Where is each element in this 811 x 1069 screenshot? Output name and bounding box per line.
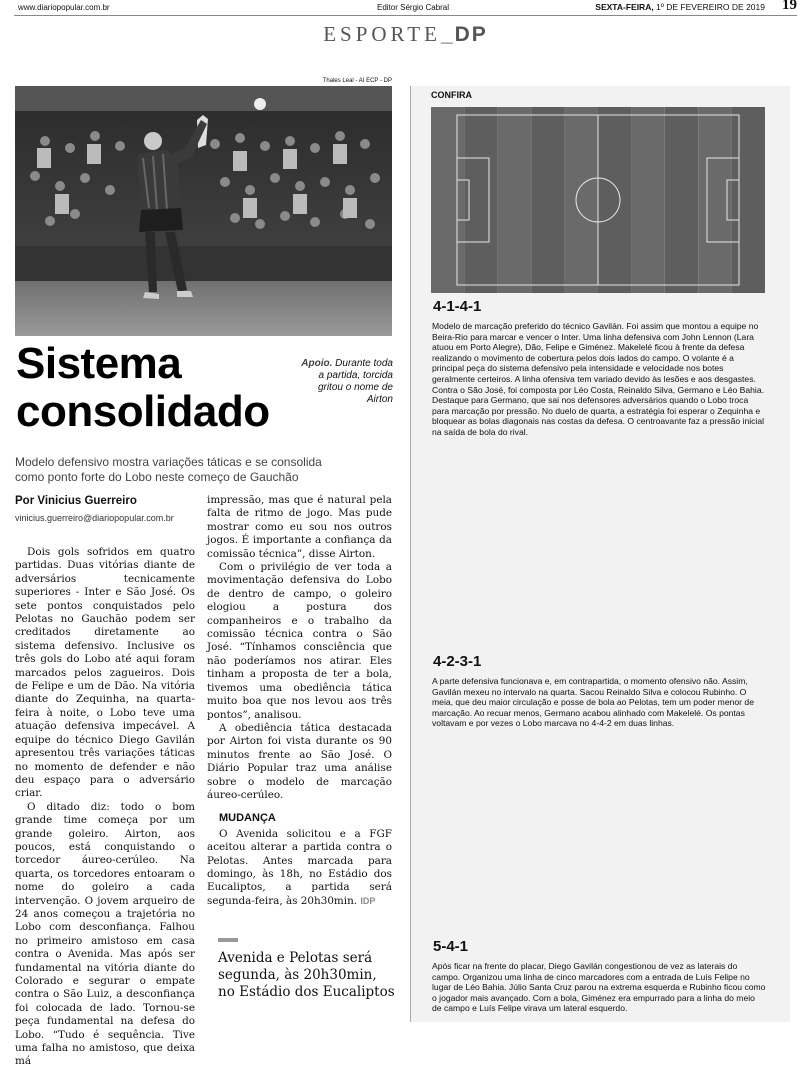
article-photo	[15, 86, 392, 336]
photo-caption: Apoio. Durante toda a partida, torcida gritou o nome de Airton	[301, 358, 393, 405]
issue-date: SEXTA-FEIRA, 1º DE FEVEREIRO DE 2019	[595, 2, 765, 12]
subheading-mudanca: MUDANÇA	[219, 812, 276, 825]
paragraph: Dois gols sofridos em quatro partidas. Duas vitórias diante de adversários tecnicamente superiores - Inter e São José. Os sete pontos conquistados pelo Pelotas no Gauchão podem ser creditados diretamente ao sistema defensivo. Inclusive os três gols do Lobo até aqui foram marcados pelos zagueiros. Dois de Felipe e um de Dão. Na vitória diante do Zequinha, na quarta-feira à noite, o Lobo teve uma atuação defensiva impecável. A equipe do técnico Diego Gavilán apresentou três variações táticas no momento de defender e não deu espaço para o adversário criar.	[15, 546, 195, 800]
quote-bar	[218, 938, 238, 942]
page-number: 19	[782, 0, 797, 13]
formation-description: Modelo de marcação preferido do técnico Gavilán. Foi assim que montou a equipe no Beira-Rio para marcar e vencer o Inter. Uma linha defensiva com John Lennon (Lara atuou em Porto Alegre), Dão, Felipe e Giménez. Makelelé ficou à frente da defesa realizando o movimento de cobertura pelos dois lados do campo. O volante é a principal peça do sistema defensivo pela intensidade e velocidade nos botes geralmente certeiros. A linha ofensiva tem variado devido às lesões e aos desgastes. Contra o São José, foi composta por Léo Costa, Reinaldo Silva, Germano e Léo Bahia. Destaque para Germano, que sai nos defensores adversários quando o Lobo troca para marcação por pressão. No duelo de quarta, a estratégia foi esperar o Zequinha e bloquear as bolas diagonais nas costas da defesa. O centroavante faz a pressão inicial na saída de bola do rival.	[432, 321, 765, 437]
formation-title: 4-1-4-1	[433, 298, 482, 315]
dp-signature: IDP	[360, 895, 376, 906]
article-column-1	[15, 546, 195, 1069]
author-email[interactable]: vinicius.guerreiro@diariopopular.com.br	[15, 513, 174, 523]
paragraph: A obediência tática destacada por Airton foi vista durante os 90 minutos frente ao São José. O Diário Popular traz uma análise sobre o modelo de marcação áureo-cerúleo.	[207, 721, 392, 801]
confira-title: CONFIRA	[431, 90, 472, 100]
formation-pitch-3	[431, 744, 765, 934]
paragraph: O ditado diz: todo o bom grande time começa por um grande goleiro. Airton, aos poucos, está conquistando o torcedor áureo-cerúleo. Na quarta, os torcedores entoaram o nome do goleiro a cada intervenção. O jovem arqueiro de 24 anos começou a trajetória no Lobo com desconfiança. Falhou no primeiro amistoso em casa contra o Avenida. Mas após ser fundamental na vitória diante do Colorado e segurar o empate contra o São Luiz, a desconfiança foi colocada de lado. Tornou-se peça fundamental na defesa do Lobo. “Tudo é sequência. Tive uma falha no amistoso, que deixa má	[15, 800, 195, 1068]
section-title: ESPORTE_DP	[323, 22, 488, 46]
quote-text: Avenida e Pelotas será segunda, às 20h30min, no Estádio dos Eucaliptos	[218, 950, 395, 1000]
site-url[interactable]: www.diariopopular.com.br	[18, 3, 110, 12]
pull-quote	[218, 938, 396, 1001]
article-headline: Sistema consolidado	[16, 339, 270, 436]
paragraph: Com o privilégio de ver toda a movimentação defensiva do Lobo de dentro de campo, o goleiro elogiou a postura dos companheiros e o trabalho da comissão técnica contra o São José. “Tínhamos consciência que não poderíamos nos atirar. Eles tinham a proposta de ter a bola, tivemos uma obediência tática muito boa que nos levou aos três pontos”, analisou.	[207, 561, 392, 721]
formation-pitch-1	[431, 107, 765, 293]
pitch-field	[431, 107, 765, 293]
formation-title: 5-4-1	[433, 938, 469, 955]
photo-credit: Thales Leal - AI ECP - DP	[322, 78, 392, 84]
article-subhead: Modelo defensivo mostra variações táticas e se consolida como ponto forte do Lobo neste começo de Gauchão	[15, 455, 322, 484]
formation-title: 4-2-3-1	[433, 653, 482, 670]
byline: Por Vinicius Guerreiro	[15, 495, 137, 507]
formation-description: A parte defensiva funcionava e, em contrapartida, o momento ofensivo não. Assim, Gavilán mexeu no intervalo na quarta. Sacou Reinaldo Silva e colocou Rubinho. O meia, que deu maior circulação e posse de bola ao Pelotas, tem um poder menor de marcação. Ao recuar menos, Germano acabou alinhado com Makelelé. Os pontas voltavam e por vezes o Lobo marcava no 4-4-2 em duas linhas.	[432, 676, 754, 729]
formation-description: Após ficar na frente do placar, Diego Gavilán congestionou de vez as laterais do campo. Organizou uma linha de cinco marcadores com a entrada de Luís Felipe no lugar de Léo Bahia. Júlio Santa Cruz parou na extrema esquerda e Rubinho ficou como o jogador mais avançado. Com a bola, Giménez era empurrado para a linha do meio de campo e Luís Felipe virava um lateral esquerdo.	[432, 961, 766, 1014]
paragraph: impressão, mas que é natural pela falta de ritmo de jogo. Mas pude mostrar como eu sou nos outros jogos. É importante a confiança da comissão técnica”, disse Airton.	[207, 494, 392, 560]
paragraph: O Avenida solicitou e a FGF aceitou alterar a partida contra o Pelotas. Antes marcada para domingo, às 18h, no Estádio dos Eucaliptos, a partida será segunda-feira, às 20h30min. IDP	[207, 827, 392, 907]
page-header	[14, 0, 797, 16]
editor-name: Editor Sérgio Cabral	[377, 3, 450, 12]
formation-pitch-2	[431, 460, 765, 648]
article-column-2	[207, 494, 392, 908]
